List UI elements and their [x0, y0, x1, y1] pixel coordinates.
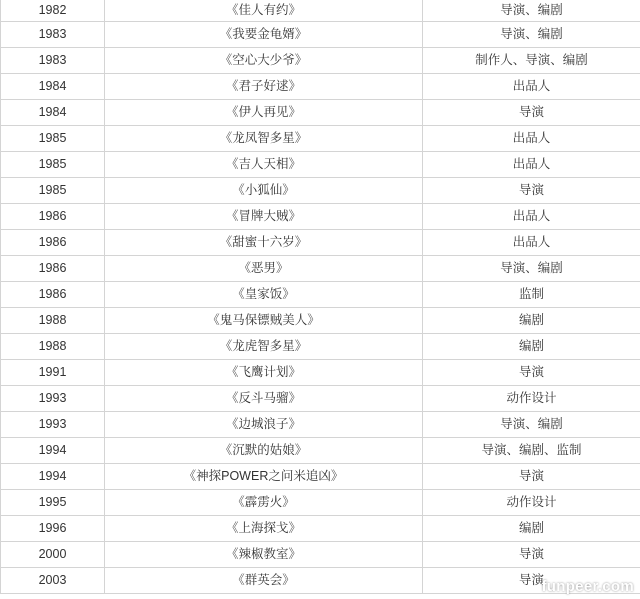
cell-year: 2000	[1, 542, 105, 568]
cell-title[interactable]: 《皇家饭》	[105, 282, 423, 308]
cell-role: 出品人	[423, 230, 640, 256]
cell-role: 导演	[423, 464, 640, 490]
cell-title[interactable]: 《空心大少爷》	[105, 48, 423, 74]
cell-year: 1986	[1, 230, 105, 256]
table-row	[1, 126, 640, 152]
table-row	[1, 48, 640, 74]
cell-title[interactable]: 《吉人天相》	[105, 152, 423, 178]
cell-year: 1986	[1, 204, 105, 230]
table-row	[1, 568, 640, 594]
cell-role: 导演	[423, 568, 640, 594]
cell-role: 动作设计	[423, 386, 640, 412]
cell-role: 导演、编剧	[423, 22, 640, 48]
cell-title[interactable]: 《上海探戈》	[105, 516, 423, 542]
table-row	[1, 490, 640, 516]
cell-year: 1986	[1, 256, 105, 282]
cell-year: 1983	[1, 22, 105, 48]
table-row	[1, 386, 640, 412]
cell-year: 1993	[1, 412, 105, 438]
cell-title[interactable]: 《伊人再见》	[105, 100, 423, 126]
cell-role: 出品人	[423, 204, 640, 230]
cell-role: 导演、编剧	[423, 0, 640, 22]
cell-role: 导演、编剧	[423, 256, 640, 282]
cell-title[interactable]: 《小狐仙》	[105, 178, 423, 204]
cell-year: 1993	[1, 386, 105, 412]
table-row	[1, 308, 640, 334]
cell-year: 1988	[1, 308, 105, 334]
cell-role: 动作设计	[423, 490, 640, 516]
cell-role: 导演、编剧、监制	[423, 438, 640, 464]
cell-title[interactable]: 《群英会》	[105, 568, 423, 594]
table-row	[1, 152, 640, 178]
cell-role: 出品人	[423, 126, 640, 152]
cell-year: 1988	[1, 334, 105, 360]
cell-year: 1983	[1, 48, 105, 74]
table-row	[1, 230, 640, 256]
table-row	[1, 22, 640, 48]
table-row	[1, 204, 640, 230]
table-row	[1, 282, 640, 308]
cell-title[interactable]: 《边城浪子》	[105, 412, 423, 438]
cell-title[interactable]: 《神探POWER之问米追凶》	[105, 464, 423, 490]
cell-title[interactable]: 《佳人有约》	[105, 0, 423, 22]
cell-role: 监制	[423, 282, 640, 308]
table-row	[1, 438, 640, 464]
cell-role: 导演	[423, 360, 640, 386]
filmography-table-body	[1, 0, 640, 594]
cell-role: 导演	[423, 100, 640, 126]
cell-role: 导演、编剧	[423, 412, 640, 438]
cell-role: 出品人	[423, 74, 640, 100]
cell-role: 出品人	[423, 152, 640, 178]
table-row	[1, 516, 640, 542]
cell-role: 编剧	[423, 334, 640, 360]
cell-title[interactable]: 《恶男》	[105, 256, 423, 282]
cell-year: 1985	[1, 126, 105, 152]
cell-title[interactable]: 《飞鹰计划》	[105, 360, 423, 386]
cell-title[interactable]: 《甜蜜十六岁》	[105, 230, 423, 256]
cell-role: 导演	[423, 542, 640, 568]
cell-year: 1984	[1, 74, 105, 100]
cell-year: 1984	[1, 100, 105, 126]
cell-year: 1985	[1, 152, 105, 178]
cell-title[interactable]: 《辣椒教室》	[105, 542, 423, 568]
table-row	[1, 464, 640, 490]
cell-year: 1994	[1, 438, 105, 464]
cell-role: 编剧	[423, 516, 640, 542]
table-row	[1, 74, 640, 100]
watermark-label: funpeer.com	[541, 578, 634, 595]
cell-year: 1986	[1, 282, 105, 308]
cell-year: 1995	[1, 490, 105, 516]
cell-role: 导演	[423, 178, 640, 204]
table-row	[1, 0, 640, 22]
cell-year: 2003	[1, 568, 105, 594]
cell-title[interactable]: 《龙虎智多星》	[105, 334, 423, 360]
cell-title[interactable]: 《沉默的姑娘》	[105, 438, 423, 464]
cell-year: 1982	[1, 0, 105, 22]
cell-title[interactable]: 《反斗马骝》	[105, 386, 423, 412]
cell-title[interactable]: 《我要金龟婿》	[105, 22, 423, 48]
cell-title[interactable]: 《冒牌大贼》	[105, 204, 423, 230]
cell-year: 1996	[1, 516, 105, 542]
cell-role: 编剧	[423, 308, 640, 334]
cell-title[interactable]: 《霹雳火》	[105, 490, 423, 516]
table-row	[1, 178, 640, 204]
table-row	[1, 412, 640, 438]
cell-year: 1994	[1, 464, 105, 490]
table-row	[1, 256, 640, 282]
cell-title[interactable]: 《鬼马保镖贼美人》	[105, 308, 423, 334]
cell-title[interactable]: 《君子好逑》	[105, 74, 423, 100]
cell-year: 1991	[1, 360, 105, 386]
table-row	[1, 542, 640, 568]
table-row	[1, 334, 640, 360]
cell-year: 1985	[1, 178, 105, 204]
table-row	[1, 360, 640, 386]
cell-role: 制作人、导演、编剧	[423, 48, 640, 74]
table-row	[1, 100, 640, 126]
cell-title[interactable]: 《龙凤智多星》	[105, 126, 423, 152]
